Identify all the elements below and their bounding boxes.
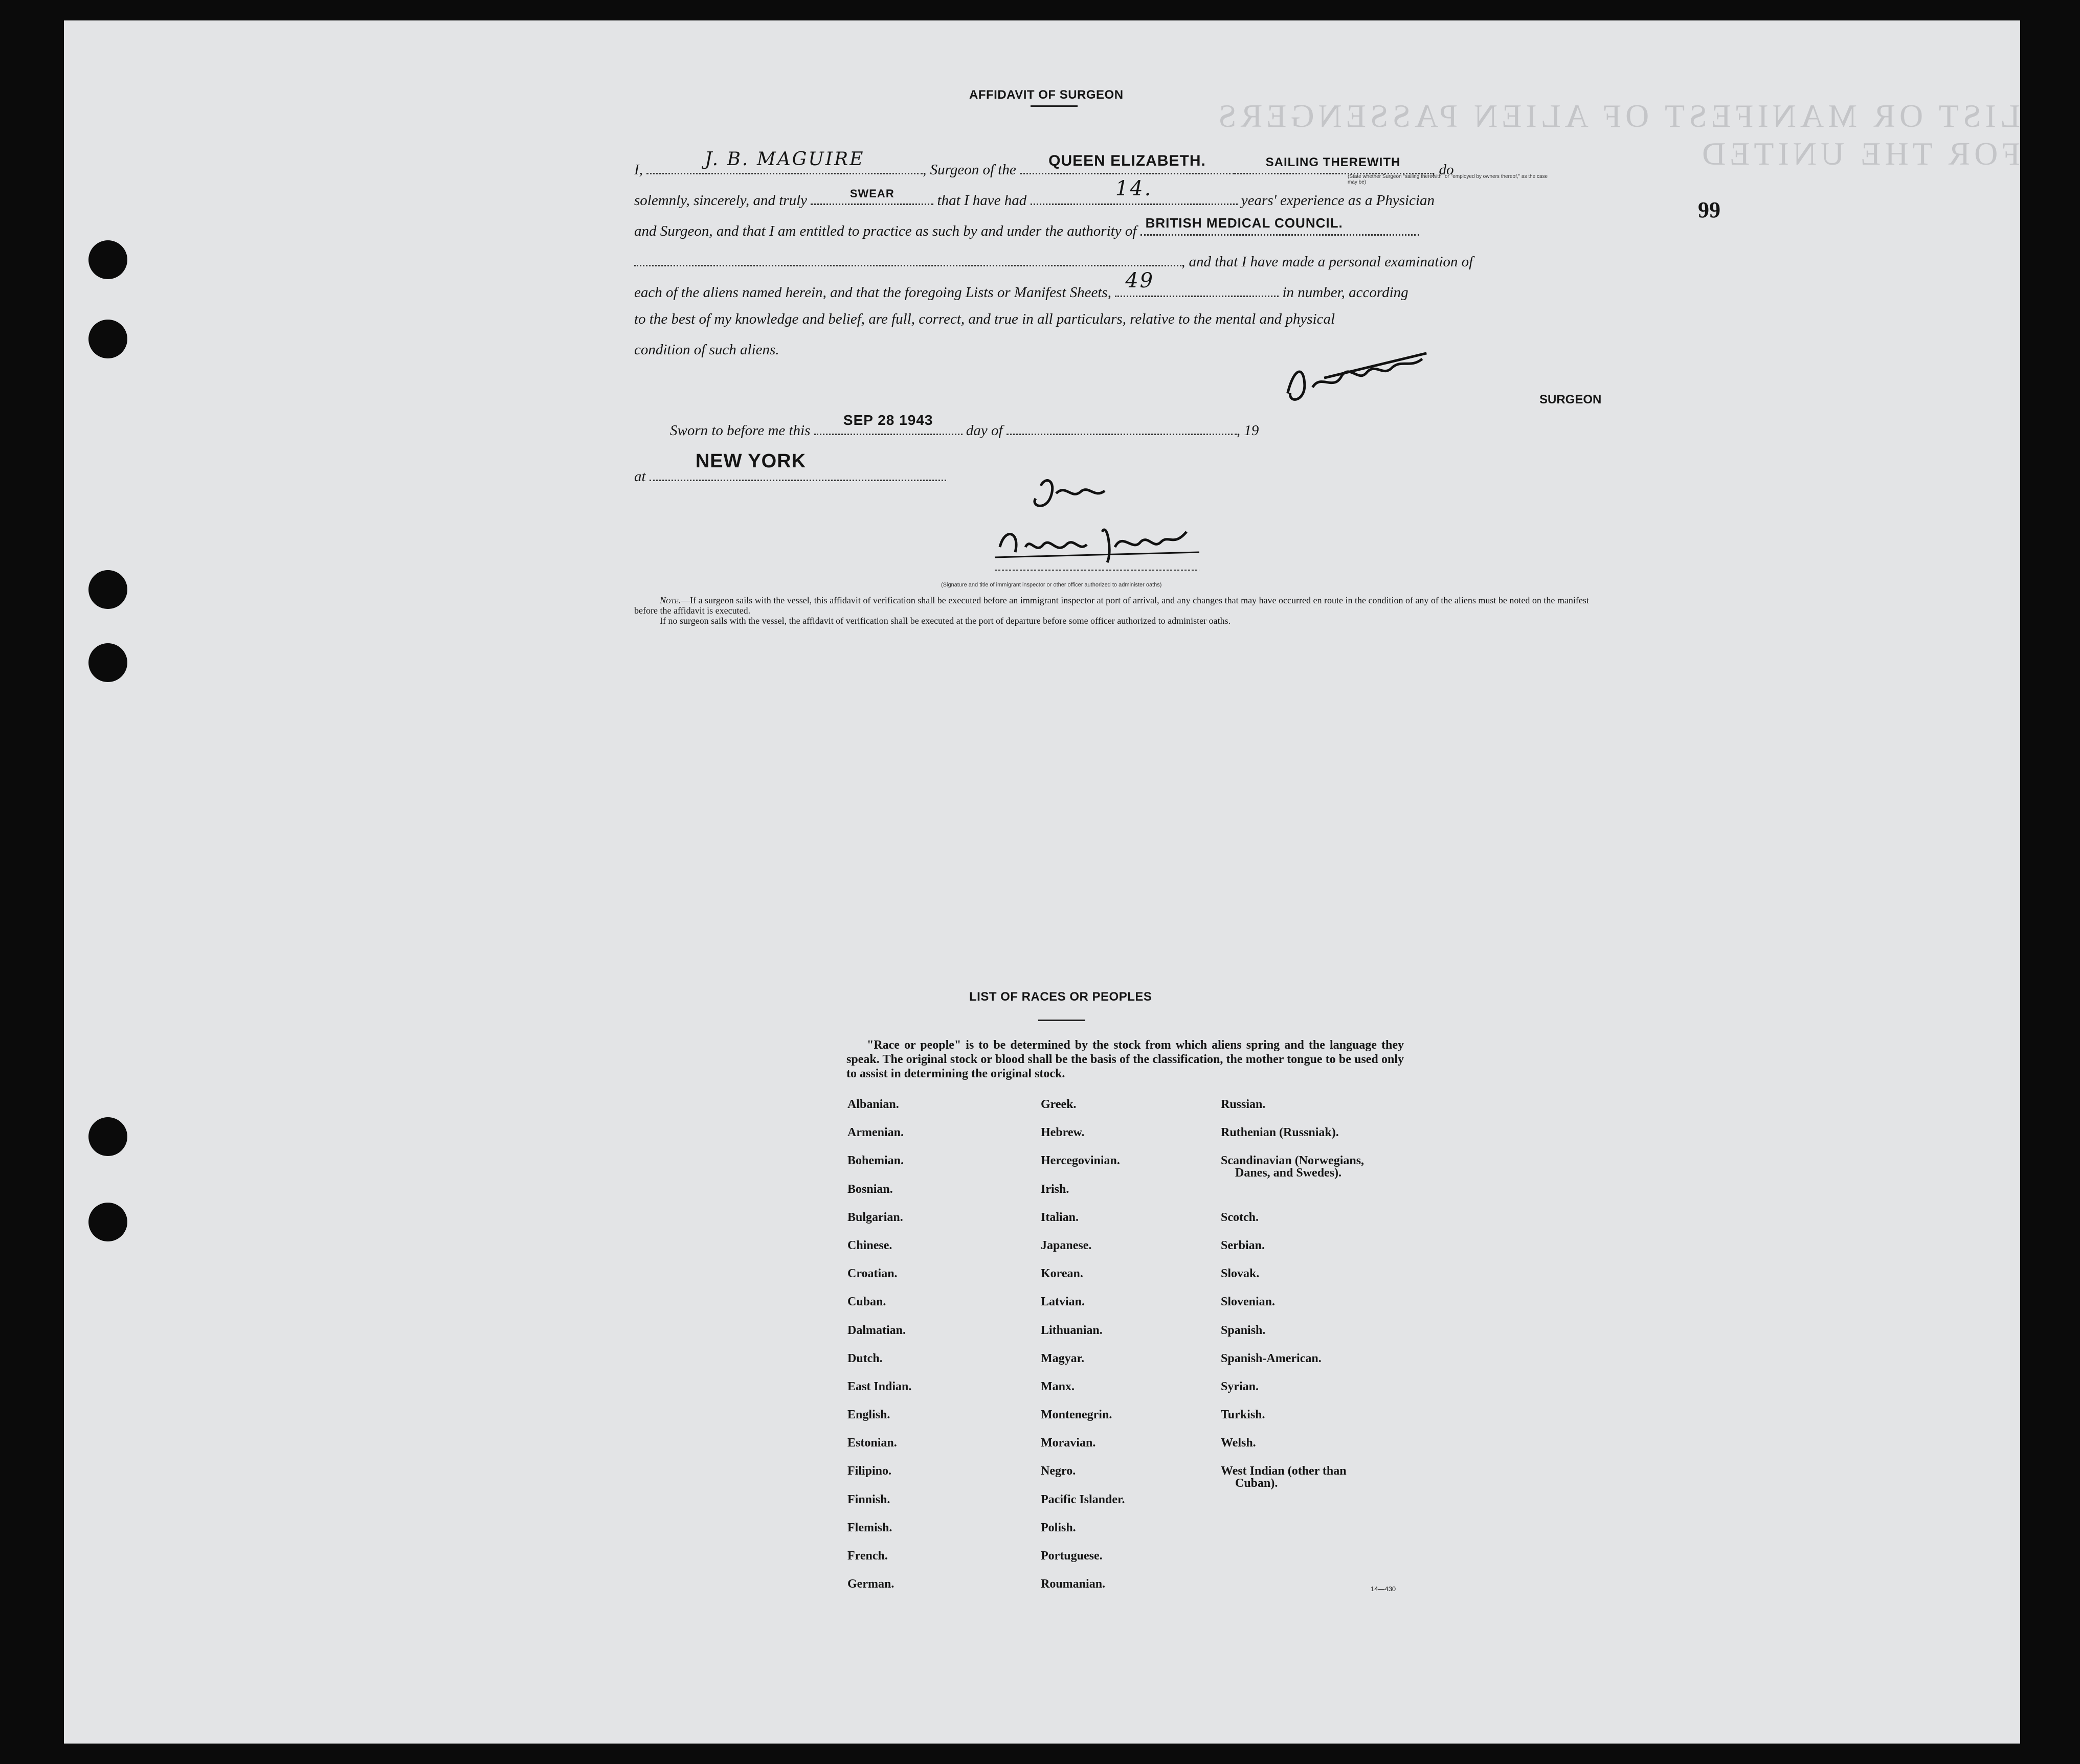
at-line: at NEW YORK [634, 464, 1611, 485]
race-item: Italian. [1041, 1210, 1079, 1224]
affidavit-heading: AFFIDAVIT OF SURGEON [969, 88, 1124, 102]
race-item: English. [847, 1408, 890, 1422]
race-item: Korean. [1041, 1267, 1083, 1281]
sworn-line: Sworn to before me this SEP 28 1943 day of , 19 [670, 412, 1259, 439]
race-item: Hercegovinian. [1041, 1154, 1120, 1168]
punch-hole [88, 240, 127, 279]
race-item: East Indian. [847, 1379, 912, 1393]
place: NEW YORK [695, 450, 807, 472]
race-item: Spanish. [1221, 1323, 1266, 1337]
race-item: Bosnian. [847, 1182, 893, 1196]
race-item: Bohemian. [847, 1154, 904, 1168]
race-item: Albanian. [847, 1098, 899, 1111]
affidavit-line-4: , and that I have made a personal examination of [634, 250, 1611, 270]
race-item: French. [847, 1549, 888, 1563]
blank-field [634, 250, 1181, 266]
signature-caption: (Signature and title of immigrant inspector or other officer authorized to administer oaths) [941, 582, 1162, 588]
race-item: Russian. [1221, 1098, 1266, 1111]
race-item: Chinese. [847, 1238, 892, 1252]
race-item: Croatian. [847, 1267, 898, 1281]
race-item: Armenian. [847, 1126, 904, 1140]
races-column-3 [1221, 1098, 1364, 1494]
affidavit-line-3: and Surgeon, and that I am entitled to practice as such by and under the authority of BRITISH MEDICAL COUNCIL. [634, 219, 1611, 240]
race-item: Filipino. [847, 1464, 892, 1478]
authority: BRITISH MEDICAL COUNCIL. [1145, 215, 1343, 231]
races-column-1 [847, 1098, 911, 1606]
race-item: Scotch. [1221, 1210, 1259, 1224]
races-column-2 [1041, 1098, 1125, 1606]
sheet-count: 49 [1125, 269, 1155, 292]
sailing-field [1235, 157, 1432, 174]
race-item: Spanish-American. [1221, 1351, 1322, 1365]
heading-underline [1031, 105, 1078, 107]
race-item: Hebrew. [1041, 1126, 1085, 1140]
race-item: Cuban. [847, 1295, 886, 1309]
race-item: Slovak. [1221, 1267, 1260, 1281]
race-item: Ruthenian (Russniak). [1221, 1126, 1339, 1140]
affidavit-note [634, 595, 1611, 626]
note-paragraph-2: If no surgeon sails with the vessel, the affidavit of verification shall be executed at the port of departure before some officer authorized to administer oaths. [660, 616, 1231, 626]
races-intro: "Race or people" is to be determined by the stock from which aliens spring and the language they speak. The original stock or blood shall be the basis of the classification, the mother tongue to be used only to assist in determining the original stock. [846, 1038, 1404, 1080]
sailing-note: (State whether Surgeon "sailing therewith" or "employed by owners thereof," as the case may be) [1348, 174, 1548, 185]
years-experience: 14. [1115, 177, 1153, 200]
race-item: Estonian. [847, 1436, 897, 1450]
note-paragraph-1: Note.—If a surgeon sails with the vessel, this affidavit of verification shall be executed before an immigrant inspector at port of arrival, and any changes that may have occurred en route in the condition of any of the aliens must be noted on the manifest before the affidavit is executed. [634, 595, 1589, 616]
vessel-field [1020, 152, 1235, 174]
race-item: Slovenian. [1221, 1295, 1276, 1309]
race-item: Latvian. [1041, 1295, 1085, 1309]
sheet-count-field [1115, 269, 1279, 297]
affidavit-line-5: each of the aliens named herein, and that the foregoing Lists or Manifest Sheets, 49 in number, according [634, 269, 1408, 301]
document-page [64, 20, 2020, 1744]
race-item: Magyar. [1041, 1351, 1085, 1365]
inspector-signature [985, 470, 1220, 580]
punch-hole [88, 1203, 127, 1241]
race-item: Negro. [1041, 1464, 1076, 1478]
surgeon-name: J. B. MAGUIRE [704, 149, 865, 170]
sworn-date: SEP 28 1943 [843, 412, 933, 428]
race-item: Irish. [1041, 1182, 1069, 1196]
races-heading: LIST OF RACES OR PEOPLES [969, 990, 1152, 1004]
punch-hole [88, 1117, 127, 1156]
race-item: Scandinavian (Norwegians, Danes, and Swedes). [1221, 1154, 1365, 1180]
race-item: German. [847, 1577, 894, 1591]
race-item: Roumanian. [1041, 1577, 1106, 1591]
race-item: Dalmatian. [847, 1323, 906, 1337]
race-item: Syrian. [1221, 1379, 1259, 1393]
race-item: Moravian. [1041, 1436, 1096, 1450]
punch-hole [88, 320, 127, 358]
page-number: 99 [1698, 197, 1720, 222]
race-item: Turkish. [1221, 1408, 1265, 1422]
vessel-name: QUEEN ELIZABETH. [1048, 152, 1206, 169]
verb-field [811, 188, 933, 205]
race-item: Polish. [1041, 1521, 1076, 1534]
race-item: Bulgarian. [847, 1210, 903, 1224]
form-number: 14—430 [1371, 1585, 1396, 1593]
race-item: Finnish. [847, 1492, 890, 1506]
race-item: Welsh. [1221, 1436, 1256, 1450]
race-item: Japanese. [1041, 1238, 1092, 1252]
years-field [1031, 177, 1238, 205]
race-item [1221, 1183, 1364, 1211]
authority-field [1140, 215, 1419, 236]
race-item: Lithuanian. [1041, 1323, 1103, 1337]
race-item: Pacific Islander. [1041, 1492, 1125, 1506]
race-item: Manx. [1041, 1379, 1075, 1393]
swear-stamp: SWEAR [849, 187, 894, 200]
race-item: Greek. [1041, 1098, 1077, 1111]
race-item: Portuguese. [1041, 1549, 1103, 1563]
race-item: Serbian. [1221, 1238, 1265, 1252]
sworn-month-field [1007, 418, 1237, 435]
races-heading-underline [1038, 1020, 1085, 1021]
affidavit-line-7: condition of such aliens. [634, 342, 779, 358]
affidavit-line-2: solemnly, sincerely, and truly SWEAR that I have had 14. years' experience as a Physician [634, 177, 1435, 209]
bleed-through-heading: LIST OR MANIFEST OF ALIEN PASSENGERS FOR THE UNITED [1214, 98, 2020, 172]
race-item: West Indian (other than Cuban). [1221, 1464, 1347, 1490]
race-item: Flemish. [847, 1521, 892, 1534]
surgeon-title: SURGEON [1539, 393, 1602, 406]
race-item: Montenegrin. [1041, 1408, 1112, 1422]
punch-hole [88, 643, 127, 682]
sailing-status: SAILING THEREWITH [1265, 155, 1401, 169]
sworn-date-field [814, 412, 963, 435]
affidavit-line-1: I, J. B. MAGUIRE , Surgeon of the QUEEN ELIZABETH. SAILING THEREWITH , do [634, 149, 1454, 178]
surgeon-name-field [646, 149, 923, 174]
punch-hole [88, 570, 127, 609]
inspector-signature-mark [985, 470, 1220, 578]
affidavit-line-6: to the best of my knowledge and belief, are full, correct, and true in all particulars, relative to the mental and physical [634, 311, 1335, 327]
race-item: Dutch. [847, 1351, 883, 1365]
